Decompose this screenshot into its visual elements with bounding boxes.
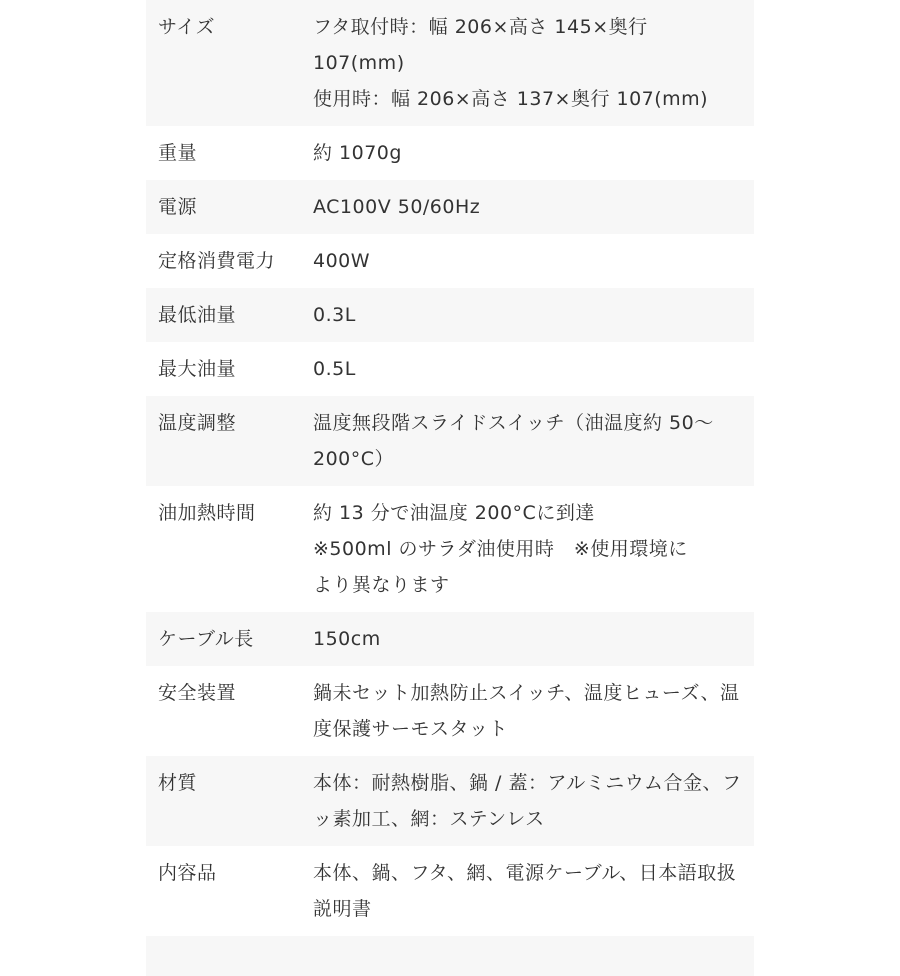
- spec-value-line: ※500ml のサラダ油使用時 ※使用環境に: [313, 538, 688, 560]
- spec-value: [313, 243, 754, 279]
- spec-row-trailing: [146, 936, 754, 976]
- spec-value-line: 150cm: [313, 628, 381, 650]
- spec-label: サイズ: [158, 16, 215, 38]
- spec-label: 重量: [158, 142, 198, 164]
- spec-value-line: 説明書: [313, 898, 372, 920]
- spec-value: [313, 9, 754, 117]
- spec-value-line: 約 1070g: [313, 142, 402, 164]
- spec-row-materials: [146, 756, 754, 846]
- spec-label: 油加熱時間: [158, 502, 256, 524]
- spec-label: 電源: [158, 196, 198, 218]
- spec-value-line: 使用時：幅 206×高さ 137×奥行 107(mm): [313, 88, 709, 110]
- spec-value-line: 本体、鍋、フタ、網、電源ケーブル、日本語取扱: [313, 862, 737, 884]
- spec-value: [313, 189, 754, 225]
- spec-value: [313, 765, 754, 837]
- spec-row-cable-length: [146, 612, 754, 666]
- spec-label: 安全装置: [158, 682, 237, 704]
- spec-row-weight: [146, 126, 754, 180]
- spec-value-line: 0.3L: [313, 304, 356, 326]
- spec-value: [313, 351, 754, 387]
- spec-value-line: 107(mm): [313, 52, 405, 74]
- spec-label: ケーブル長: [158, 628, 254, 650]
- spec-value-line: 本体：耐熱樹脂、鍋 / 蓋：アルミニウム合金、フ: [313, 772, 742, 794]
- spec-value: [313, 135, 754, 171]
- spec-value: [313, 297, 754, 333]
- spec-row-contents: [146, 846, 754, 936]
- spec-value: [313, 495, 754, 603]
- spec-value: [313, 675, 754, 747]
- spec-row-min-oil: [146, 288, 754, 342]
- spec-label: 最大油量: [158, 358, 237, 380]
- spec-row-rated-power: [146, 234, 754, 288]
- spec-value-line: 400W: [313, 250, 371, 272]
- spec-value-line: 約 13 分で油温度 200°Cに到達: [313, 502, 595, 524]
- spec-table: [146, 0, 754, 976]
- spec-value: [313, 405, 754, 477]
- spec-label: 温度調整: [158, 412, 237, 434]
- spec-value-line: 温度無段階スライドスイッチ（油温度約 50～: [313, 412, 714, 434]
- spec-value-line: 度保護サーモスタット: [313, 718, 509, 740]
- spec-label: 材質: [158, 772, 198, 794]
- spec-row-heating-time: [146, 486, 754, 612]
- spec-row-power-source: [146, 180, 754, 234]
- spec-row-max-oil: [146, 342, 754, 396]
- spec-value-line: 0.5L: [313, 358, 356, 380]
- spec-value-line: 200°C）: [313, 448, 395, 470]
- spec-label: 最低油量: [158, 304, 237, 326]
- spec-row-safety-devices: [146, 666, 754, 756]
- spec-value: [313, 855, 754, 927]
- spec-value-line: ッ素加工、網：ステンレス: [313, 808, 545, 830]
- spec-row-temperature-control: [146, 396, 754, 486]
- spec-label: 定格消費電力: [158, 250, 276, 272]
- spec-row-size: [146, 0, 754, 126]
- spec-value-line: フタ取付時：幅 206×高さ 145×奥行: [313, 16, 648, 38]
- spec-label: 内容品: [158, 862, 217, 884]
- spec-value-line: AC100V 50/60Hz: [313, 196, 481, 218]
- spec-value-line: 鍋未セット加熱防止スイッチ、温度ヒューズ、温: [313, 682, 740, 704]
- spec-value: [313, 621, 754, 657]
- spec-value-line: より異なります: [313, 574, 450, 596]
